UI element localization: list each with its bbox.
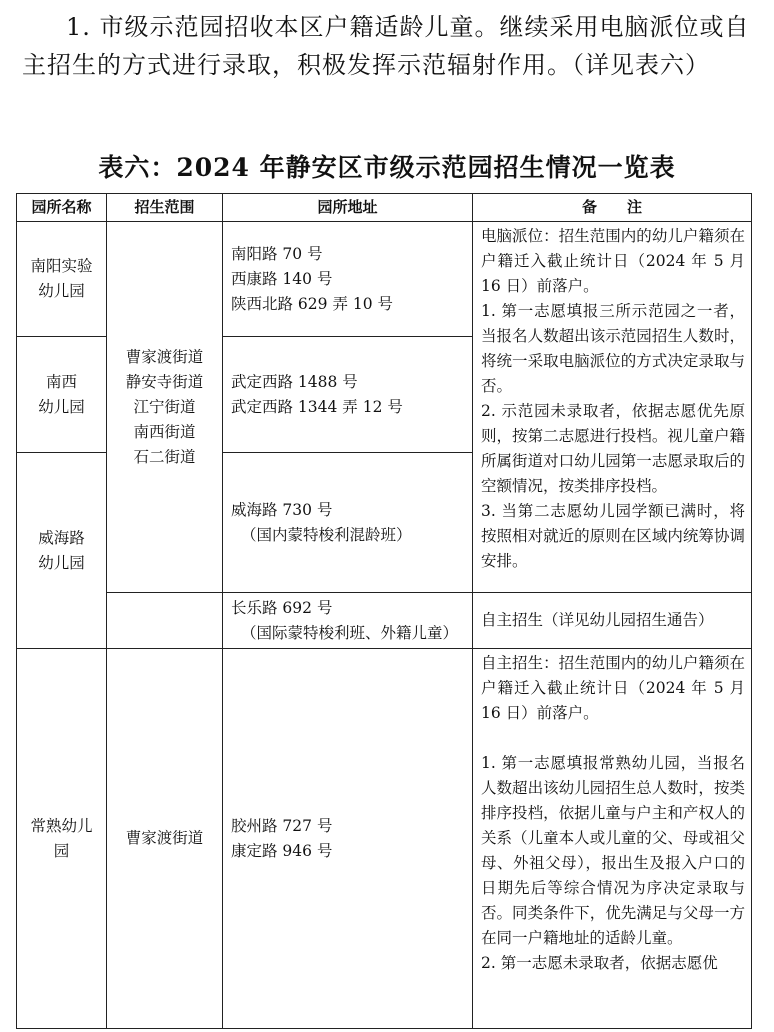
address-line: 陕西北路 629 弄 10 号 — [231, 294, 394, 313]
table-row — [17, 222, 752, 337]
address-line: 武定西路 1344 弄 12 号 — [231, 397, 403, 416]
remark-paragraph: 3. 当第二志愿幼儿园学额已满时，将按照相对就近的原则在区域内统筹协调安排。 — [481, 502, 745, 570]
address-line: （国际蒙特梭利班、外籍儿童） — [241, 623, 459, 642]
header-remarks: 备 注 — [473, 194, 752, 222]
remarks-cell — [473, 649, 752, 1029]
scope-line: 石二街道 — [133, 447, 196, 466]
address-line: 胶州路 727 号 — [231, 816, 333, 835]
address-cell — [223, 453, 473, 593]
school-name-cell — [17, 649, 107, 1029]
enrollment-table — [16, 193, 752, 1029]
scope-line: 曹家渡街道 — [125, 347, 204, 366]
remark-spacer — [481, 726, 745, 751]
remark-paragraph: 1. 第一志愿填报常熟幼儿园，当报名人数超出该幼儿园招生总人数时，按类排序投档，依据儿童与户主和产权人的关系（儿童本人或儿童的父、母或祖父母、外祖父母），报出生及报入户口的日期先后等综合情况为序决定录取与否。同类条件下，优先满足与父母一方在同一户籍地址的适龄儿童。 — [481, 754, 745, 947]
school-name-cell — [17, 337, 107, 453]
address-cell — [223, 649, 473, 1029]
remark-paragraph: 自主招生：招生范围内的幼儿户籍须在户籍迁入截止统计日（2024 年 5 月 16 日）前落户。 — [481, 654, 745, 722]
header-school-name: 园所名称 — [17, 194, 107, 222]
school-name-line: 威海路 — [38, 528, 85, 547]
school-name-line: 幼儿园 — [38, 282, 85, 300]
address-line: 康定路 946 号 — [231, 841, 333, 860]
enrollment-scope-cell — [107, 222, 223, 593]
remark-paragraph: 1. 第一志愿填报三所示范园之一者，当报名人数超出该示范园招生人数时，将统一采取电脑派位的方式决定录取与否。 — [481, 302, 745, 395]
scope-line: 曹家渡街道 — [125, 829, 204, 847]
scope-line: 静安寺街道 — [125, 372, 204, 391]
intro-text: 1. 市级示范园招收本区户籍适龄儿童。继续采用电脑派位或自主招生的方式进行录取，积极发挥示范辐射作用。（详见表六） — [22, 13, 750, 79]
table-row — [17, 649, 752, 1029]
address-cell — [223, 222, 473, 337]
address-line: 长乐路 692 号 — [231, 598, 333, 617]
table-title: 表六：2024 年静安区市级示范园招生情况一览表 — [98, 153, 676, 182]
address-line: 西康路 140 号 — [231, 269, 333, 288]
school-name-line: 幼儿园 — [38, 553, 85, 572]
remarks-cell — [473, 593, 752, 649]
remark-paragraph: 自主招生（详见幼儿园招生通告） — [481, 611, 714, 629]
school-name-line: 南西 — [45, 372, 77, 391]
remark-paragraph: 电脑派位：招生范围内的幼儿户籍须在户籍迁入截止统计日（2024 年 5 月 16 日）前落户。 — [481, 227, 745, 295]
address-cell — [223, 337, 473, 453]
address-line: （国内蒙特梭利混龄班） — [241, 525, 412, 544]
header-address: 园所地址 — [223, 194, 473, 222]
school-name-cell — [17, 453, 107, 649]
school-name-cell — [17, 222, 107, 337]
remarks-cell — [473, 222, 752, 593]
table-header-row — [17, 194, 752, 222]
remark-paragraph: 2. 示范园未录取者，依据志愿优先原则，按第二志愿进行投档。视儿童户籍所属街道对口幼儿园第一志愿录取后的空额情况，按类排序投档。 — [481, 402, 745, 495]
intro-paragraph — [22, 8, 752, 84]
enrollment-scope-cell — [107, 649, 223, 1029]
school-name-line: 常熟幼儿 — [30, 816, 93, 835]
enrollment-scope-cell-empty — [107, 593, 223, 649]
address-line: 武定西路 1488 号 — [231, 372, 358, 391]
school-name-line: 园 — [53, 841, 70, 860]
scope-line: 江宁街道 — [133, 397, 196, 416]
table-row — [17, 593, 752, 649]
scope-line: 南西街道 — [133, 422, 196, 441]
school-name-line: 幼儿园 — [38, 397, 85, 416]
header-scope: 招生范围 — [107, 194, 223, 222]
address-line: 南阳路 70 号 — [231, 244, 323, 263]
remark-paragraph: 2. 第一志愿未录取者，依据志愿优 — [481, 954, 718, 972]
address-cell — [223, 593, 473, 649]
school-name-line: 南阳实验 — [30, 257, 93, 275]
address-line: 威海路 730 号 — [231, 500, 333, 519]
